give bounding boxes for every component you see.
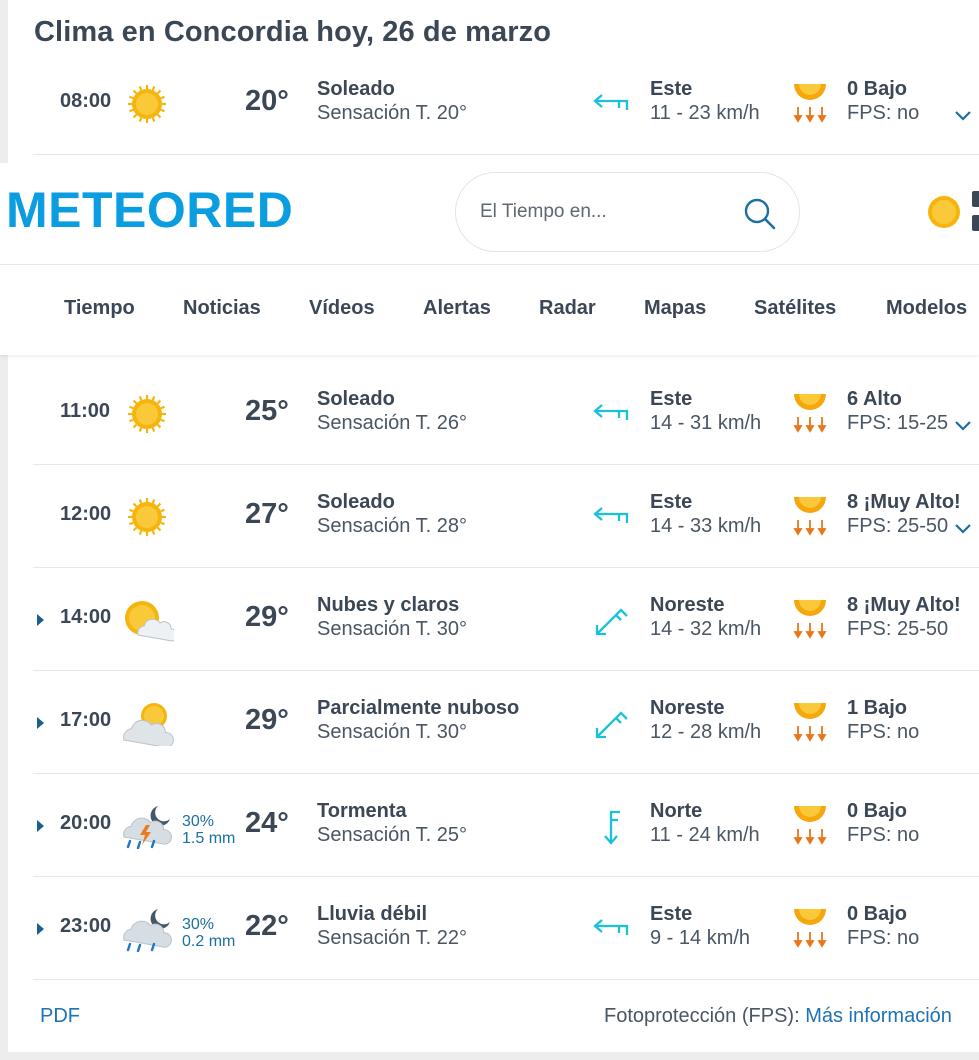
wind-east-icon — [591, 394, 631, 434]
nav-item-radar[interactable]: Radar — [539, 297, 596, 319]
feels-like: Sensación T. 20° — [317, 102, 467, 124]
fps-value: FPS: 15-25 — [847, 412, 949, 434]
expand-triangle-icon[interactable] — [37, 923, 44, 935]
uv-level: 0 Bajo — [847, 903, 908, 925]
search-icon[interactable] — [743, 197, 777, 231]
precipitation-info — [182, 916, 235, 950]
feels-like: Sensación T. 25° — [317, 824, 467, 846]
forecast-row[interactable] — [33, 774, 979, 877]
wind-direction: Este — [650, 491, 693, 513]
meteored-logo[interactable] — [6, 185, 352, 235]
condition: Soleado — [317, 491, 395, 513]
pdf-link[interactable]: PDF — [40, 1005, 80, 1027]
uv-index-icon — [792, 802, 828, 846]
condition: Nubes y claros — [317, 594, 460, 616]
precip-amount: 1.5 mm — [182, 830, 236, 847]
expand-triangle-icon[interactable] — [37, 820, 44, 832]
temperature: 20° — [245, 85, 289, 117]
wind-speed: 11 - 23 km/h — [650, 102, 760, 124]
temperature: 25° — [245, 395, 289, 427]
feels-like: Sensación T. 22° — [317, 927, 467, 949]
wind-speed: 14 - 31 km/h — [650, 412, 762, 434]
feels-like: Sensación T. 26° — [317, 412, 467, 434]
fps-value: FPS: no — [847, 721, 920, 743]
header-top-bar — [0, 163, 979, 265]
forecast-row[interactable] — [33, 671, 979, 774]
temperature: 22° — [245, 910, 289, 942]
fps-value: FPS: no — [847, 824, 920, 846]
wind-speed: 12 - 28 km/h — [650, 721, 762, 743]
uv-index-icon — [792, 905, 828, 949]
current-weather-sun-icon[interactable] — [925, 193, 963, 231]
site-header — [0, 163, 979, 355]
forecast-time: 11:00 — [60, 400, 111, 422]
uv-level: 8 ¡Muy Alto! — [847, 491, 961, 513]
uv-level: 0 Bajo — [847, 78, 908, 100]
condition: Soleado — [317, 78, 395, 100]
wind-east-icon — [591, 909, 631, 949]
nav-item-noticias[interactable]: Noticias — [183, 297, 261, 319]
partly-cloudy-icon — [120, 700, 174, 746]
uv-index-icon — [792, 390, 828, 434]
uv-index-icon — [792, 596, 828, 640]
forecast-time: 12:00 — [60, 503, 112, 525]
condition: Tormenta — [317, 800, 407, 822]
precip-amount: 0.2 mm — [182, 933, 236, 950]
temperature: 24° — [245, 807, 289, 839]
condition: Lluvia débil — [317, 903, 428, 925]
uv-index-icon — [792, 80, 828, 124]
feels-like: Sensación T. 30° — [317, 618, 467, 640]
fps-info — [604, 1005, 952, 1028]
svg-text:METEORED: METEORED — [6, 185, 294, 235]
night-storm-icon — [120, 803, 174, 849]
forecast-row — [33, 465, 979, 568]
sun-icon — [120, 391, 174, 437]
fps-value: FPS: 25-50 — [847, 618, 949, 640]
precipitation-info — [182, 813, 235, 847]
condition: Parcialmente nuboso — [317, 697, 520, 719]
fps-value: FPS: no — [847, 102, 920, 124]
uv-level: 8 ¡Muy Alto! — [847, 594, 961, 616]
expand-triangle-icon[interactable] — [37, 717, 44, 729]
uv-level: 6 Alto — [847, 388, 902, 410]
nav-item-modelos[interactable]: Modelos — [886, 297, 968, 319]
uv-index-icon — [792, 699, 828, 743]
temperature: 27° — [245, 498, 289, 530]
uv-level: 0 Bajo — [847, 800, 908, 822]
wind-direction: Este — [650, 78, 693, 100]
forecast-time: 08:00 — [60, 90, 112, 112]
wind-east-icon — [591, 84, 631, 124]
precip-probability: 30% — [182, 813, 215, 830]
uv-index-icon — [792, 493, 828, 537]
precip-probability: 30% — [182, 916, 215, 933]
wind-north-icon — [591, 806, 631, 846]
wind-speed: 11 - 24 km/h — [650, 824, 760, 846]
chevron-down-icon[interactable] — [954, 523, 972, 535]
sun-icon — [120, 81, 174, 127]
wind-direction: Noreste — [650, 697, 725, 719]
forecast-time: 14:00 — [60, 606, 112, 628]
forecast-time: 20:00 — [60, 812, 112, 834]
feels-like: Sensación T. 28° — [317, 515, 467, 537]
nav-item-tiempo[interactable]: Tiempo — [64, 297, 135, 319]
forecast-row[interactable] — [33, 877, 979, 980]
search-box — [455, 172, 800, 252]
nav-item-videos[interactable]: Vídeos — [309, 297, 375, 319]
forecast-row[interactable] — [33, 568, 979, 671]
fps-value: FPS: no — [847, 927, 920, 949]
uv-level: 1 Bajo — [847, 697, 908, 719]
wind-northeast-icon — [591, 703, 631, 743]
wind-direction: Norte — [650, 800, 703, 822]
wind-direction: Noreste — [650, 594, 725, 616]
night-rain-icon — [120, 906, 174, 952]
feels-like: Sensación T. 30° — [317, 721, 467, 743]
chevron-down-icon[interactable] — [954, 110, 972, 122]
forecast-row — [33, 362, 979, 465]
wind-speed: 9 - 14 km/h — [650, 927, 751, 949]
forecast-row — [33, 52, 979, 155]
page-title: Clima en Concordia hoy, 26 de marzo — [34, 16, 552, 48]
wind-direction: Este — [650, 903, 693, 925]
sun-icon — [120, 494, 174, 540]
expand-triangle-icon[interactable] — [37, 614, 44, 626]
temperature: 29° — [245, 601, 289, 633]
more-info-link[interactable]: Más información — [805, 1005, 952, 1027]
wind-northeast-icon — [591, 600, 631, 640]
current-weather-truncated — [972, 191, 979, 231]
nav-item-satelites[interactable]: Satélites — [754, 297, 837, 319]
condition: Soleado — [317, 388, 395, 410]
nav-item-mapas[interactable]: Mapas — [644, 297, 707, 319]
chevron-down-icon[interactable] — [954, 420, 972, 432]
wind-direction: Este — [650, 388, 693, 410]
fps-value: FPS: 25-50 — [847, 515, 949, 537]
search-input[interactable] — [480, 197, 730, 227]
wind-east-icon — [591, 497, 631, 537]
forecast-time: 17:00 — [60, 709, 112, 731]
forecast-time: 23:00 — [60, 915, 112, 937]
sun-cloud-icon — [120, 597, 174, 643]
fps-label: Fotoprotección (FPS): — [604, 1005, 800, 1027]
nav-item-alertas[interactable]: Alertas — [423, 297, 491, 319]
wind-speed: 14 - 32 km/h — [650, 618, 762, 640]
temperature: 29° — [245, 704, 289, 736]
wind-speed: 14 - 33 km/h — [650, 515, 762, 537]
main-nav — [0, 266, 979, 354]
